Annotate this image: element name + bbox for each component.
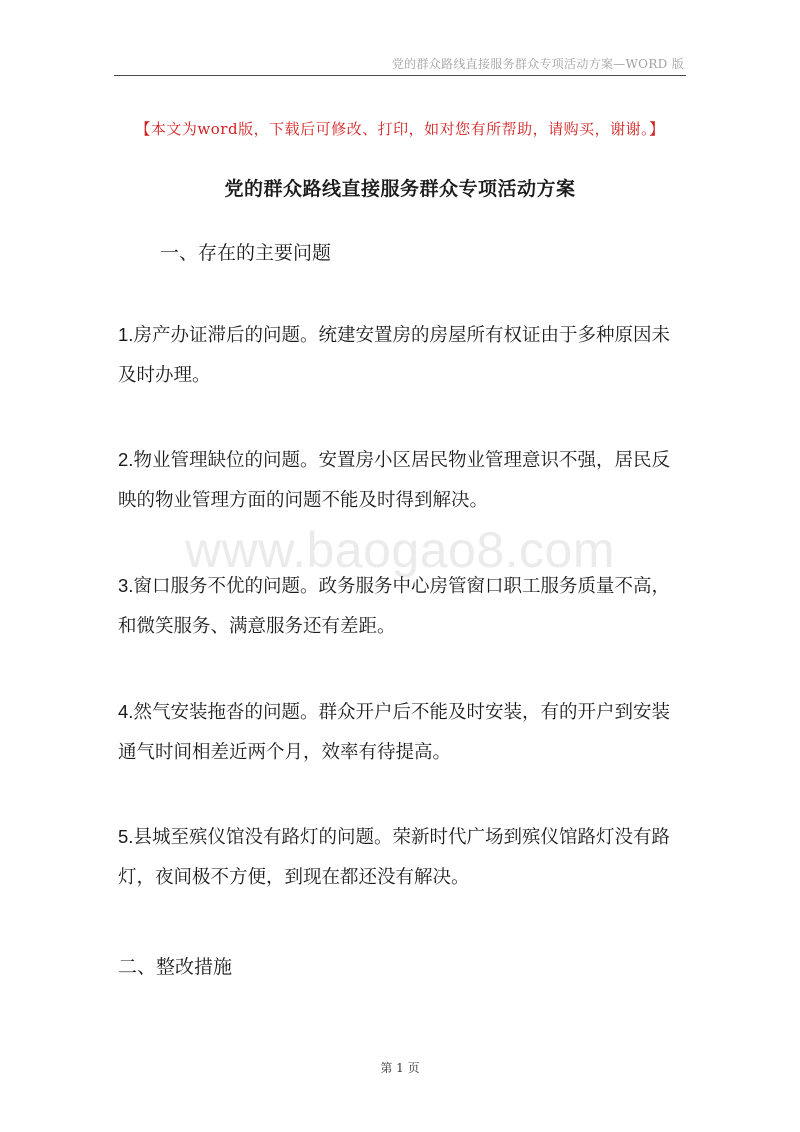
list-item [118, 440, 686, 521]
list-item [118, 692, 686, 773]
item-text: 县城至殡仪馆没有路灯的问题。荣新时代广场到殡仪馆路灯没有路灯，夜间极不方便，到现在都还没有解决。 [118, 827, 670, 888]
watermark: www.baogao8.com [185, 522, 615, 578]
running-header: 党的群众路线直接服务群众专项活动方案—WORD 版 [391, 57, 684, 71]
item-number: 5. [118, 826, 134, 847]
item-text: 房产办证滞后的问题。统建安置房的房屋所有权证由于多种原因未及时办理。 [118, 325, 670, 386]
page-number: 第 1 页 [380, 1061, 420, 1075]
item-text: 然气安装拖沓的问题。群众开户后不能及时安装，有的开户到安装通气时间相差近两个月，效率有待提高。 [118, 702, 670, 763]
section-heading-measures: 二、整改措施 [118, 956, 233, 978]
item-text: 物业管理缺位的问题。安置房小区居民物业管理意识不强，居民反映的物业管理方面的问题不能及时得到解决。 [118, 450, 670, 511]
item-number: 1. [118, 324, 134, 345]
item-number: 4. [118, 701, 134, 722]
header-divider [114, 75, 686, 76]
item-number: 3. [118, 575, 134, 596]
list-item [118, 315, 686, 396]
list-item [118, 566, 686, 647]
item-number: 2. [118, 449, 134, 470]
document-title: 党的群众路线直接服务群众专项活动方案 [224, 178, 576, 200]
purchase-notice: 【本文为word版，下载后可修改、打印，如对您有所帮助，请购买，谢谢。】 [135, 120, 665, 138]
item-text: 窗口服务不优的问题。政务服务中心房管窗口职工服务质量不高，和微笑服务、满意服务还有差距。 [118, 576, 670, 637]
list-item [118, 817, 686, 898]
section-heading-problems: 一、存在的主要问题 [160, 242, 332, 264]
